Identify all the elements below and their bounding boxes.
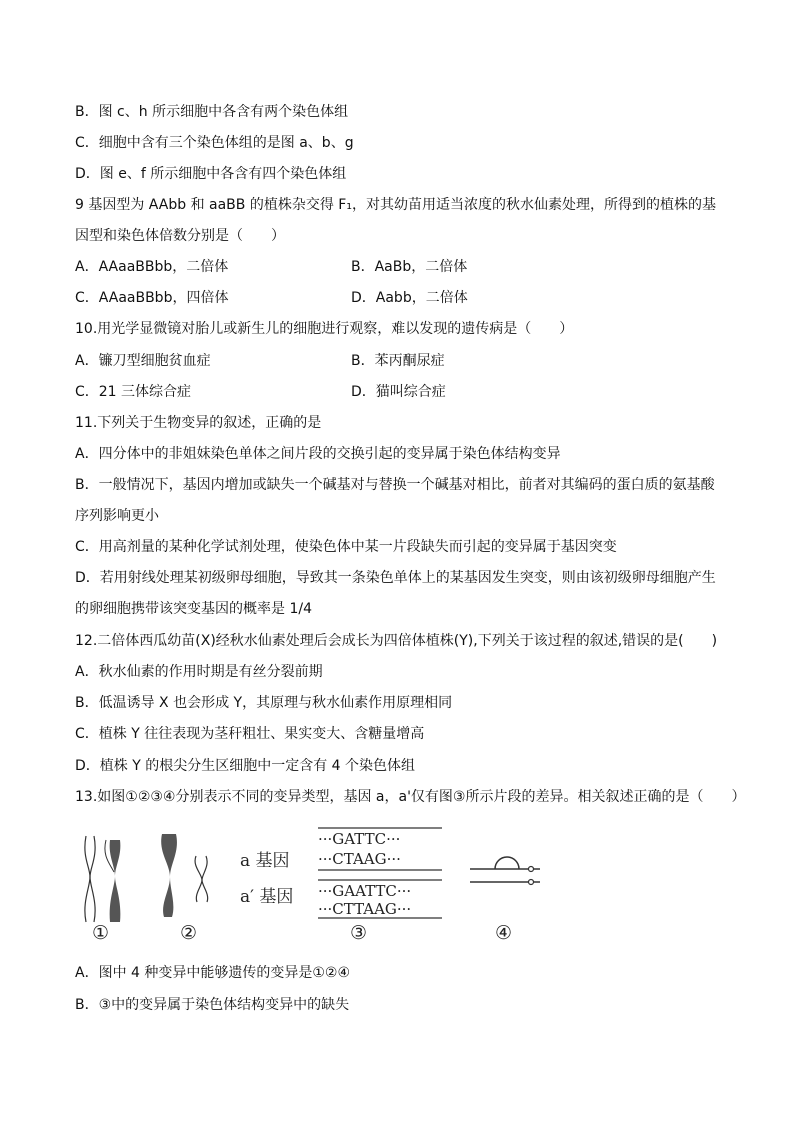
q11-stem: 11.下列关于生物变异的叙述，正确的是: [75, 415, 322, 431]
figure1-chromosome-pair: [85, 836, 120, 922]
seq-a-top: ···GATTC···: [318, 830, 401, 848]
seq-a-prime-top: ···GAATTC···: [318, 882, 412, 900]
q10-option-c: C．21 三体综合症: [75, 384, 192, 400]
q9-stem-line2: 因型和染色体倍数分别是（ ）: [75, 228, 285, 244]
seq-a-prime-bottom: ···CTTAAG···: [318, 900, 412, 918]
q11-option-c: C．用高剂量的某种化学试剂处理，使染色体中某一片段缺失而引起的变异属于基因突变: [75, 539, 617, 555]
figure-label-2: ②: [180, 922, 198, 944]
figure2-chromosome-pair: [161, 834, 207, 917]
figure4-loop-diagram: [470, 857, 540, 885]
q8-option-c: C．细胞中含有三个染色体组的是图 a、b、g: [75, 135, 354, 151]
q12-option-d: D．植株 Y 的根尖分生区细胞中一定含有 4 个染色体组: [75, 758, 416, 774]
q11-option-a: A．四分体中的非姐妹染色单体之间片段的交换引起的变异属于染色体结构变异: [75, 446, 561, 462]
q13-figure: [70, 822, 550, 947]
q10-stem: 10.用光学显微镜对胎儿或新生儿的细胞进行观察，难以发现的遗传病是（ ）: [75, 321, 574, 337]
q12-option-c: C．植株 Y 往往表现为茎秆粗壮、果实变大、含糖量增高: [75, 726, 425, 742]
q11-option-b-line1: B．一般情况下，基因内增加或缺失一个碱基对与替换一个碱基对相比，前者对其编码的蛋白质的氨基酸: [75, 477, 715, 493]
seq-a-bottom: ···CTAAG···: [318, 850, 401, 868]
q12-option-a: A．秋水仙素的作用时期是有丝分裂前期: [75, 664, 323, 680]
q13-option-b: B．③中的变异属于染色体结构变异中的缺失: [75, 997, 350, 1013]
q9-option-d: D．Aabb，二倍体: [351, 290, 468, 306]
q10-option-a: A．镰刀型细胞贫血症: [75, 353, 211, 369]
q8-option-d: D．图 e、f 所示细胞中各含有四个染色体组: [75, 166, 347, 182]
figure-label-3: ③: [350, 922, 368, 944]
q9-option-c: C．AAaaBBbb，四倍体: [75, 290, 229, 306]
q11-option-b-line2: 序列影响更小: [75, 508, 159, 524]
q9-option-b: B．AaBb，二倍体: [351, 259, 468, 275]
q9-option-a: A．AAaaBBbb，二倍体: [75, 259, 229, 275]
q13-option-a: A．图中 4 种变异中能够遗传的变异是①②④: [75, 965, 351, 981]
q11-option-d-line1: D．若用射线处理某初级卵母细胞，导致其一条染色单体上的某基因发生突变，则由该初级卵母细胞产生: [75, 570, 716, 586]
q10-option-b: B．苯丙酮尿症: [351, 353, 445, 369]
gene-a-prime-label: a′ 基因: [240, 887, 294, 907]
figure-label-1: ①: [92, 922, 110, 944]
q11-option-d-line2: 的卵细胞携带该突变基因的概率是 1/4: [75, 601, 312, 617]
q13-figure-drawing: [70, 822, 550, 947]
q12-stem: 12.二倍体西瓜幼苗(X)经秋水仙素处理后会成长为四倍体植株(Y),下列关于该过程的叙述,错误的是( ): [75, 633, 718, 649]
q10-option-d: D．猫叫综合症: [351, 384, 446, 400]
q12-option-b: B．低温诱导 X 也会形成 Y，其原理与秋水仙素作用原理相同: [75, 695, 453, 711]
q13-stem: 13.如图①②③④分别表示不同的变异类型，基因 a，a'仅有图③所示片段的差异。相关叙述正确的是（ ）: [75, 789, 746, 805]
q8-option-b: B．图 c、h 所示细胞中各含有两个染色体组: [75, 104, 349, 120]
figure-label-4: ④: [495, 922, 513, 944]
gene-a-label: a 基因: [240, 851, 290, 871]
q9-stem-line1: 9 基因型为 AAbb 和 aaBB 的植株杂交得 F₁，对其幼苗用适当浓度的秋水仙素处理，所得到的植株的基: [75, 197, 716, 213]
